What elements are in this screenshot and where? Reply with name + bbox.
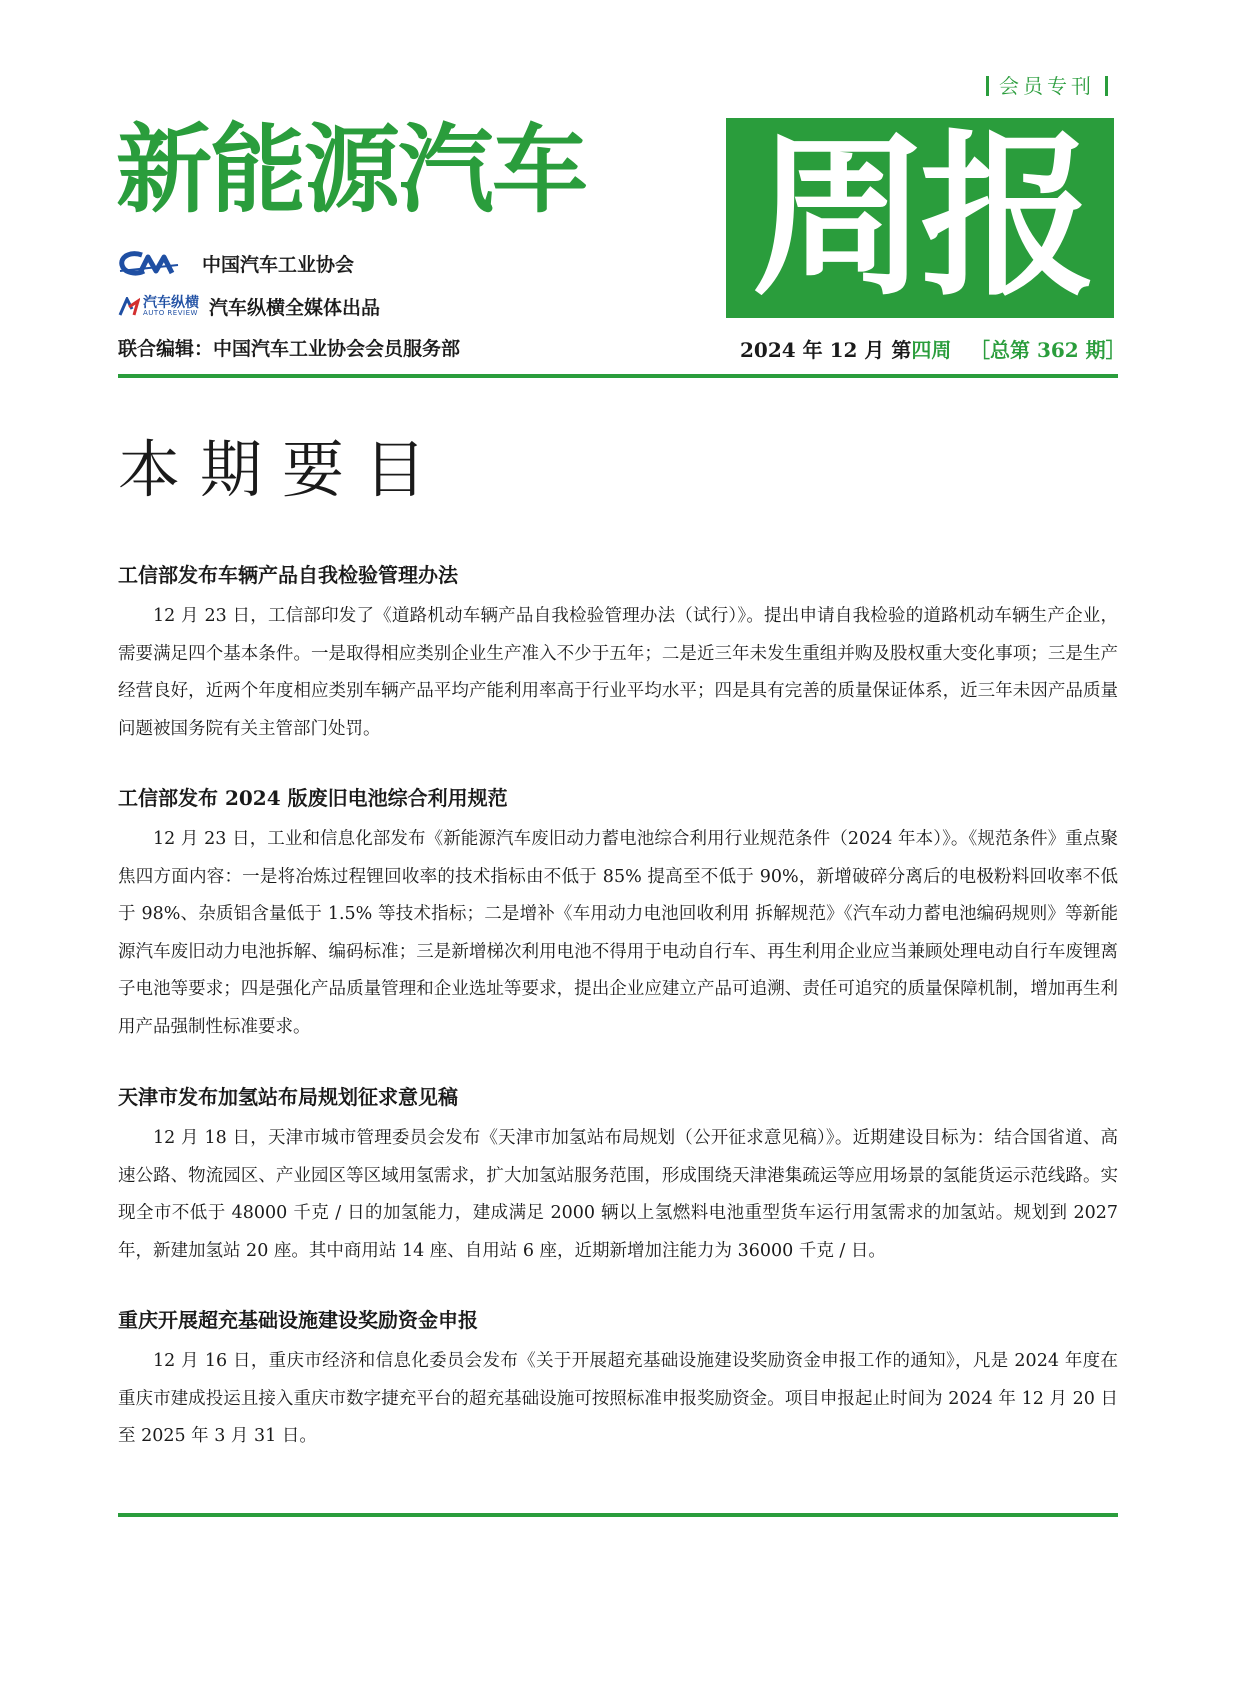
issue-total-number: ［总第 362 期］ [970, 338, 1126, 362]
member-edition-tag: 会员专刊 [976, 70, 1118, 99]
article [118, 560, 1118, 748]
article-body: 12 月 23 日，工信部印发了《道路机动车辆产品自我检验管理办法（试行）》。提出申请自我检验的道路机动车辆生产企业，需要满足四个基本条件。一是取得相应类别企业生产准入不少于五年；二是近三年未发生重组并购及股权重大变化事项；三是生产经营良好，近两个年度相应类别车辆产品平均产能利用率高于行业平均水平；四是具有完善的质量保证体系，近三年未因产品质量问题被国务院有关主管部门处罚。 [118, 606, 1118, 739]
auto-review-logo-icon [118, 296, 199, 317]
masthead-title: 新能源汽车 [116, 114, 586, 226]
top-divider [118, 374, 1118, 378]
article-title: 工信部发布 2024 版废旧电池综合利用规范 [118, 786, 508, 810]
article-title: 天津市发布加氢站布局规划征求意见稿 [118, 1085, 458, 1109]
article-title: 重庆开展超充基础设施建设奖励资金申报 [118, 1308, 478, 1332]
org-row-auto-review [118, 293, 380, 320]
article-body: 12 月 23 日，工业和信息化部发布《新能源汽车废旧动力蓄电池综合利用行业规范条件（2024 年本）》。《规范条件》重点聚焦四方面内容：一是将冶炼过程锂回收率的技术指标由不低于 85% 提高至不低于 90%，新增破碎分离后的电极粉料回收率不低于 98%、杂质铝含量低于 1.5% 等技术指标；二是增补《车用动力电池回收利用 拆解规范》《汽车动力蓄电池编码规则》等新能源汽车废旧动力电池拆解、编码标准；三是新增梯次利用电池不得用于电动自行车、再生利用企业应当兼顾处理电动自行车废锂离子电池等要求；四是强化产品质量管理和企业选址等要求，提出企业应建立产品可追溯、责任可追究的质量保障机制，增加再生利用产品强制性标准要求。 [118, 829, 1118, 1037]
bottom-divider [118, 1513, 1118, 1517]
article [118, 1305, 1118, 1456]
org-name-caam: 中国汽车工业协会 [202, 254, 355, 276]
org-name-auto-review: 汽车纵横全媒体出品 [209, 297, 381, 319]
article-title: 工信部发布车辆产品自我检验管理办法 [118, 563, 458, 587]
auto-review-logo-cn: 汽车纵横 [143, 295, 199, 311]
section-title: 本期要目 [118, 433, 447, 506]
issue-date: 2024 年 12 月 第四周 [740, 338, 952, 362]
article-body: 12 月 18 日，天津市城市管理委员会发布《天津市加氢站布局规划（公开征求意见稿）》。近期建设目标为：结合国省道、高速公路、物流园区、产业园区等区域用氢需求，扩大加氢站服务范围，形成围绕天津港集疏运等应用场景的氢能货运示范线路。实现全市不低于 48000 千克 / 日的加氢能力，建成满足 2000 辆以上氢燃料电池重型货车运行用氢需求的加氢站。规划到 2027 年，新建加氢站 20 座。其中商用站 14 座、自用站 6 座，近期新增加注能力为 36000 千克 / 日。 [118, 1128, 1118, 1261]
article-body: 12 月 16 日，重庆市经济和信息化委员会发布《关于开展超充基础设施建设奖励资金申报工作的通知》，凡是 2024 年度在重庆市建成投运且接入重庆市数字捷充平台的超充基础设施可按照标准申报奖励资金。项目申报起止时间为 2024 年 12 月 20 日至 2025 年 3 月 31 日。 [118, 1351, 1118, 1446]
auto-review-logo-en: AUTO REVIEW [143, 309, 198, 317]
article [118, 783, 1118, 1046]
joint-editor: 联合编辑：中国汽车工业协会会员服务部 [118, 338, 461, 360]
caam-logo-icon [118, 251, 180, 277]
masthead-title-box: 周报 [726, 118, 1114, 318]
org-row-caam [118, 250, 354, 277]
article [118, 1082, 1118, 1270]
